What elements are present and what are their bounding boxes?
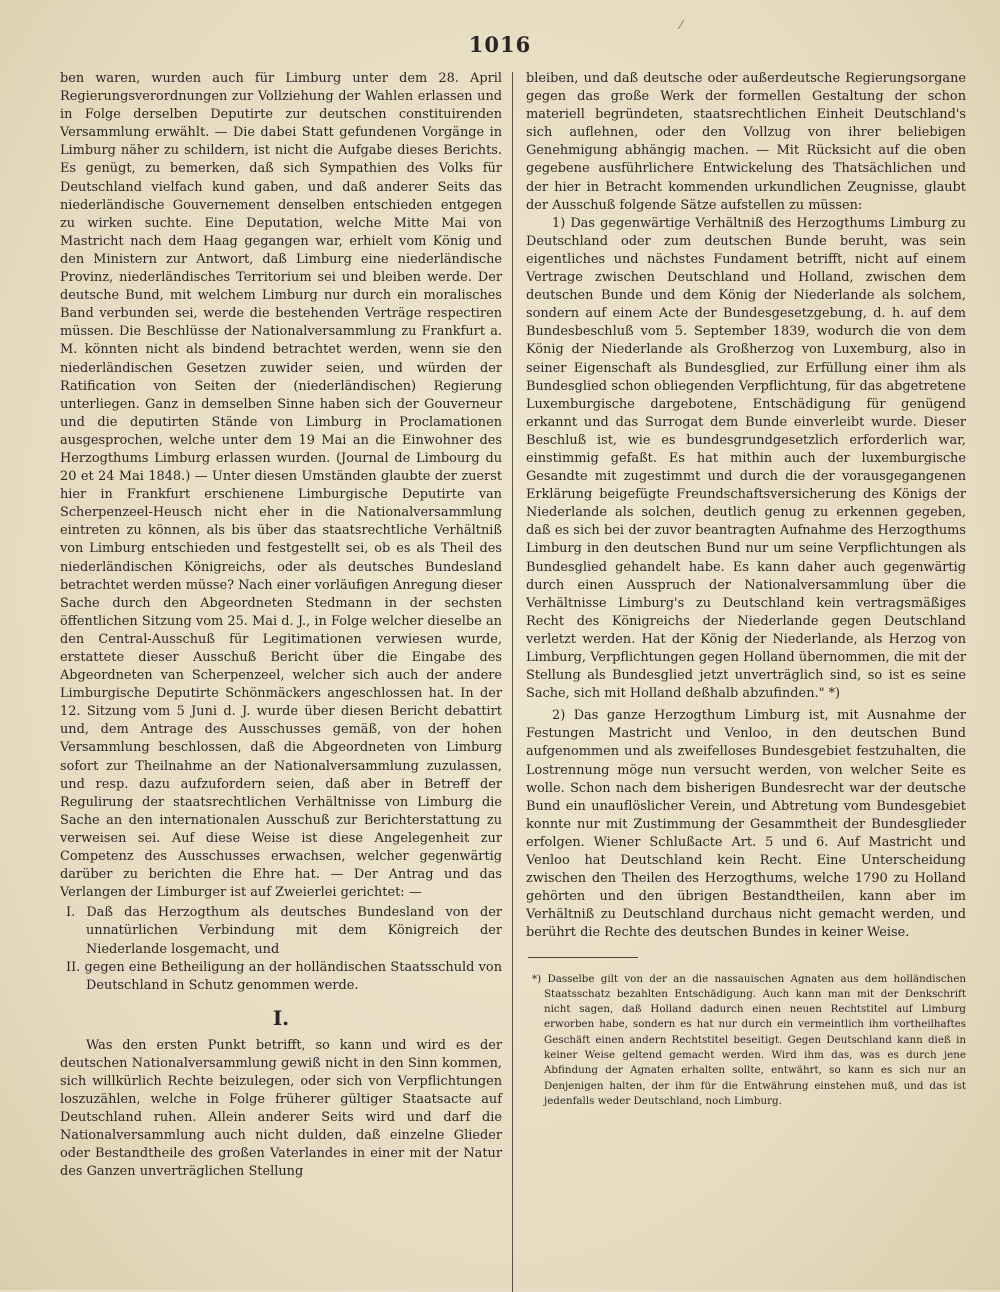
point-2: 2) Das ganze Herzogthum Limburg ist, mit Ausnahme der Festungen Mastricht und Venloo, in den deutschen Bund aufgenommen und als zweifelloses Bundesgebiet festzuhalten, die Lostrennung möge nun versucht werden, von welcher Seite es wolle. Schon nach dem bisherigen Bundesrecht war der deutsche Bund ein unauflöslicher Verein, und Abtretung vom Bundesgebiet konnte nur mit Zustimmung der Gesammtheit der Bundesglieder erfolgen. Wiener Schlußacte Art. 5 und 6. Auf Mastricht und Venloo hat Deutschland kein Recht. Eine Unterscheidung zwischen den Theilen des Herzogthums, welche 1790 zu Holland gehörten und den übrigen Bestandtheilen, kann aber im Verhältniß zu Deutschland durchaus nicht gemacht werden, und berührt die Rechte des deutschen Bundes in keiner Weise. xyxy=(526,708,966,941)
left-column xyxy=(60,70,502,1182)
column-divider xyxy=(512,72,513,1292)
point-1: 1) Das gegenwärtige Verhältniß des Herzogthums Limburg zu Deutschland oder zum deutschen Bunde beruht, was sein eigentliches und nächstes Fundament betrifft, nicht auf einem Vertrage zwischen Deutschland und Holland, zwischen dem deutschen Bunde und dem König der Niederlande als solchem, sondern auf einem Acte der Bundesgesetzgebung, d. h. auf dem Bundesbeschluß vom 5. September 1839, wodurch die von dem König der Niederlande als Großherzog von Luxemburg, also in seiner Eigenschaft als Bundesglied, zur Erfüllung einer ihm als Bundesglied schon obliegenden Verpflichtung, für das abgetretene Luxemburgische dargebotene, Entschädigung für genügend erkannt und das Surrogat dem Bunde einverleibt wurde. Dieser Beschluß ist, wie es bundesgrundgesetzlich erforderlich war, einstimmig gefaßt. Es hat mithin auch der luxemburgische Gesandte mit zugestimmt und durch die der vorausgegangenen Erklärung beigefügte Freundschaftsversicherung des Königs der Niederlande als solchen, deutlich genug zu erkennen gegeben, daß es sich bei der zuvor beantragten Aufnahme des Herzogthums Limburg in den deutschen Bund nur um seine Verpflichtungen als Bundesglied gehandelt habe. Es kann daher auch gegenwärtig durch einen Ausspruch der Nationalversammlung über die Verhältnisse Limburg's zu Deutschland kein vertragsmäßiges Recht des Königreichs der Niederlande gegen Deutschland verletzt werden. Hat der König der Niederlande, als Herzog von Limburg, Verpflichtungen gegen Holland übernommen, die mit der Stellung als Bundesglied jetzt unverträglich sind, so ist es seine Sache, sich mit Holland deßhalb abzufinden." *) xyxy=(526,215,966,702)
right-paragraph-1: bleiben, und daß deutsche oder außerdeutsche Regierungsorgane gegen das große Werk der formellen Gestaltung der schon materiell begründeten, staatsrechtlichen Einheit Deutschland's sich auflehnen, oder den Vollzug von ihrer beliebigen Genehmigung abhängig machen. — Mit Rücksicht auf die oben gegebene ausführlichere Entwickelung des Thatsächlichen und der hier in Betracht kommenden urkundlichen Zeugnisse, glaubt der Ausschuß folgende Sätze aufstellen zu müssen: xyxy=(526,71,966,213)
footnote-divider xyxy=(528,957,638,958)
footnote: *) Dasselbe gilt von der an die nassauischen Agnaten aus dem holländischen Staatsschatz bezahlten Entschädigung. Auch kann man mit der Denkschrift nicht sagen, daß Holland dadurch einen neuen Rechtstitel auf Limburg erworben habe, sondern es hat nur durch ein vermeintlich ihm vortheilhaftes Geschäft einen andern Rechtstitel beseitigt. Gegen Deutschland kann dieß in keiner Weise geltend gemacht werden. Wird ihm das, was es durch jene Abfindung der Agnaten erhalten sollte, entwährt, so kann es sich nur an Denjenigen halten, der ihm für die Entwährung einstehen muß, und das ist jedenfalls weder Deutschland, noch Limburg. xyxy=(532,972,966,1107)
left-paragraph-2: Was den ersten Punkt betrifft, so kann und wird es der deutschen Nationalversammlung gewiß nicht in den Sinn kommen, sich willkürlich Rechte beizulegen, oder sich von Verpflichtungen loszuzählen, welche in Folge früherer gültiger Staatsacte auf Deutschland ruhen. Allein anderer Seits wird und darf die Nationalversammlung auch nicht dulden, daß einzelne Glieder oder Bestandtheile des großen Vaterlandes in einer mit der Natur des Ganzen unverträglichen Stellung xyxy=(60,1037,502,1180)
page-number: 1016 xyxy=(468,32,532,57)
section-heading: I. xyxy=(272,1005,290,1030)
demand-item-2: II. gegen eine Betheiligung an der holländischen Staatsschuld von Deutschland in Schutz genommen werde. xyxy=(66,959,502,993)
left-paragraph-1: ben waren, wurden auch für Limburg unter dem 28. April Regierungsverordnungen zur Vollziehung der Wahlen erlassen und in Folge derselben Deputirte zur deutschen constituirenden Versammlung erwählt. — Die dabei Statt gefundenen Vorgänge in Limburg näher zu schildern, ist nicht die Aufgabe dieses Berichts. Es genügt, zu bemerken, daß sich Sympathien des Volks für Deutschland vielfach kund gaben, und daß anderer Seits das niederländische Gouvernement denselben entschieden entgegen zu wirken suchte. Eine Deputation, welche Mitte Mai von Mastricht nach dem Haag gegangen war, erhielt vom König und den Ministern zur Antwort, daß Limburg eine niederländische Provinz, niederländisches Territorium sei und bleiben werde. Der deutsche Bund, mit welchem Limburg nur durch ein moralisches Band verbunden sei, werde die bestehenden Verträge respectiren müssen. Die Beschlüsse der Nationalversammlung zu Frankfurt a. M. könnten nicht als bindend betrachtet werden, wenn sie den niederländischen Gesetzen zuwider seien, und würden der Ratification von Seiten der (niederländischen) Regierung unterliegen. Ganz in demselben Sinne haben sich der Gouverneur und die deputirten Stände von Limburg in Proclamationen ausgesprochen, welche unter dem 19 Mai an die Einwohner des Herzogthums Limburg erlassen wurden. (Journal de Limbourg du 20 et 24 Mai 1848.) — Unter diesen Umständen glaubte der zuerst hier in Frankfurt erschienene Limburgische Deputirte van Scherpenzeel-Heusch nicht eher in die Nationalversammlung eintreten zu können, als bis über das staatsrechtliche Verhältniß von Limburg entschieden und festgestellt sei, ob es als Theil des niederländischen Königreichs, oder als deutsches Bundesland betrachtet werden müsse? Nach einer vorläufigen Anregung dieser Sache durch den Abgeordneten Stedmann in der sechsten öffentlichen Sitzung vom 25. Mai d. J., in Folge welcher dieselbe an den Central-Ausschuß für Legitimationen verwiesen wurde, erstattete dieser Ausschuß Bericht über die Eingabe des Abgeordneten van Scherpenzeel, welcher sich auch der andere Limburgische Deputirte Schönmäckers angeschlossen hat. In der 12. Sitzung vom 5 Juni d. J. wurde über diesen Bericht debattirt und, dem Antrage des Ausschusses gemäß, von der hohen Versammlung beschlossen, daß die Abgeordneten von Limburg sofort zur Theilnahme an der Nationalversammlung zuzulassen, und resp. dazu aufzufordern seien, daß aber in Betreff der Regulirung der staatsrechtlichen Verhältnisse von Limburg die Sache an den internationalen Ausschuß zur Berichterstattung zu verweisen sei. Auf diese Weise ist diese Angelegenheit zur Competenz des Ausschusses erwachsen, welcher gegenwärtig darüber zu berichten die Ehre hat. — Der Antrag und das Verlangen der Limburger ist auf Zweierlei gerichtet: — xyxy=(60,71,502,901)
demand-item-1: I. Daß das Herzogthum als deutsches Bundesland von der unnatürlichen Verbindung mit dem Königreich der Niederlande losgemacht, und xyxy=(66,905,502,957)
demands-list xyxy=(60,904,502,994)
right-column xyxy=(526,70,966,1109)
scan-mark: ⁄ xyxy=(680,18,683,32)
